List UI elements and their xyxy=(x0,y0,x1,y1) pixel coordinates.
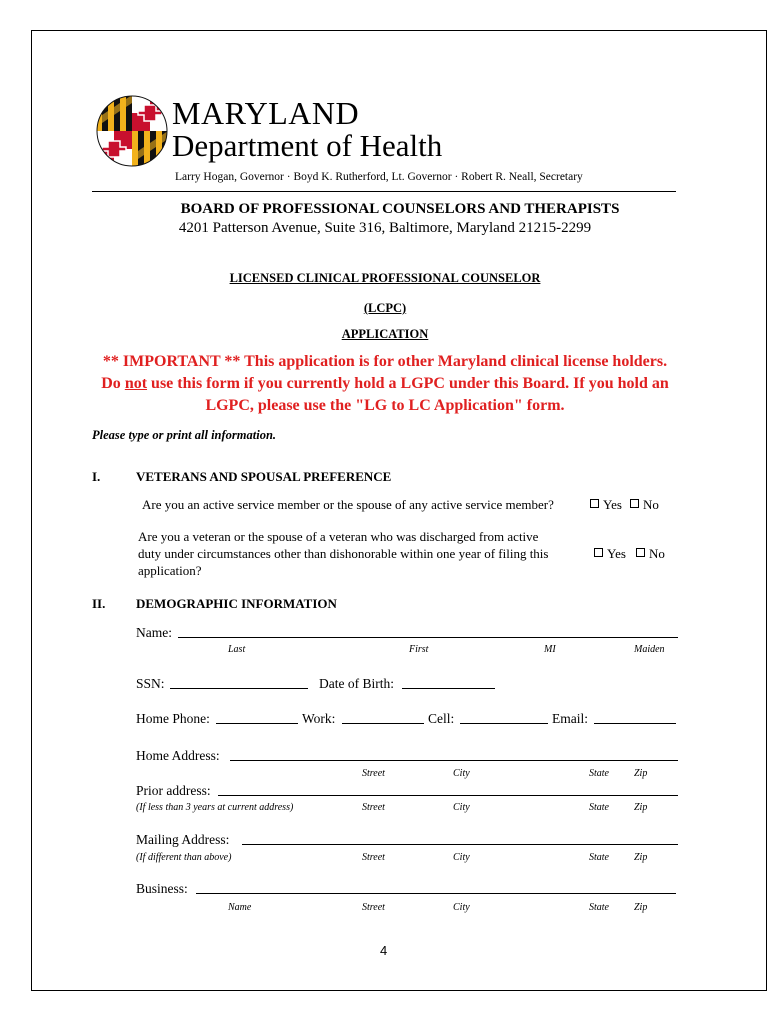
ssn-label: SSN: xyxy=(136,676,165,691)
cell-phone-field[interactable] xyxy=(460,723,548,724)
name-field[interactable] xyxy=(178,637,678,638)
question-veteran-l2: duty under circumstances other than dishonorable within one year of filing this xyxy=(138,546,549,561)
org-name-line2: Department of Health xyxy=(172,128,443,163)
zip-hint: Zip xyxy=(634,852,648,863)
section-number: I. xyxy=(92,469,101,484)
instruction-text: Please type or print all information. xyxy=(92,428,277,442)
important-notice-line1: ** IMPORTANT ** This application is for other Maryland clinical license holders. xyxy=(102,353,668,370)
work-phone-field[interactable] xyxy=(342,723,424,724)
state-hint: State xyxy=(589,852,609,863)
name-last-hint: Last xyxy=(228,644,246,655)
street-hint: Street xyxy=(362,852,385,863)
home-phone-field[interactable] xyxy=(216,723,298,724)
q2-yes-option[interactable] xyxy=(594,546,626,562)
board-address: 4201 Patterson Avenue, Suite 316, Baltimore, Maryland 21215-2299 xyxy=(178,220,592,236)
yes-label: Yes xyxy=(607,546,626,561)
no-label: No xyxy=(643,497,659,512)
maryland-flag-logo-icon xyxy=(96,95,168,167)
form-abbrev: (LCPC) xyxy=(363,301,407,315)
email-field[interactable] xyxy=(594,723,676,724)
home-address-label: Home Address: xyxy=(136,748,220,763)
header-divider xyxy=(92,191,676,192)
prior-address-label: Prior address: xyxy=(136,783,211,798)
important-text: use this form if you currently hold a LGPC under this Board. If you hold an xyxy=(147,375,669,392)
business-name-hint: Name xyxy=(228,902,252,913)
page-number: 4 xyxy=(380,943,388,958)
mailing-address-note: (If different than above) xyxy=(136,852,232,863)
board-name: BOARD OF PROFESSIONAL COUNSELORS AND THERAPISTS xyxy=(180,201,620,217)
city-hint: City xyxy=(453,902,470,913)
mailing-address-label: Mailing Address: xyxy=(136,832,230,847)
question-veteran-l1: Are you a veteran or the spouse of a veteran who was discharged from active xyxy=(138,529,539,544)
section-title: VETERANS AND SPOUSAL PREFERENCE xyxy=(136,469,392,484)
street-hint: Street xyxy=(362,902,385,913)
question-active-service: Are you an active service member or the spouse of any active service member? xyxy=(142,497,554,512)
business-label: Business: xyxy=(136,881,188,896)
q1-yes-option[interactable] xyxy=(590,497,622,513)
checkbox[interactable] xyxy=(636,548,645,557)
important-notice-line3: LGPC, please use the "LG to LC Application" form. xyxy=(205,397,565,414)
email-label: Email: xyxy=(552,711,588,726)
q2-no-option[interactable] xyxy=(636,546,665,562)
q1-no-option[interactable] xyxy=(630,497,659,513)
org-name-line1: MARYLAND xyxy=(172,95,360,131)
form-subtitle: APPLICATION xyxy=(341,327,429,341)
checkbox[interactable] xyxy=(594,548,603,557)
question-veteran-l3: application? xyxy=(138,563,202,578)
state-hint: State xyxy=(589,902,609,913)
mailing-address-field[interactable] xyxy=(242,844,678,845)
name-first-hint: First xyxy=(409,644,429,655)
dob-field[interactable] xyxy=(402,688,495,689)
zip-hint: Zip xyxy=(634,802,648,813)
zip-hint: Zip xyxy=(634,768,648,779)
street-hint: Street xyxy=(362,768,385,779)
city-hint: City xyxy=(453,802,470,813)
prior-address-field[interactable] xyxy=(218,795,678,796)
officials-line: Larry Hogan, Governor · Boyd K. Rutherford, Lt. Governor · Robert R. Neall, Secretary xyxy=(175,171,583,183)
name-mi-hint: MI xyxy=(544,644,556,655)
zip-hint: Zip xyxy=(634,902,648,913)
home-address-field[interactable] xyxy=(230,760,678,761)
section-number: II. xyxy=(92,596,106,611)
ssn-field[interactable] xyxy=(170,688,308,689)
state-hint: State xyxy=(589,802,609,813)
work-phone-label: Work: xyxy=(302,711,336,726)
checkbox[interactable] xyxy=(630,499,639,508)
important-not: not xyxy=(124,375,148,392)
form-title: LICENSED CLINICAL PROFESSIONAL COUNSELOR xyxy=(229,271,541,285)
document-page xyxy=(31,30,767,991)
important-notice-line2 xyxy=(32,375,738,393)
prior-address-note: (If less than 3 years at current address) xyxy=(136,802,294,813)
no-label: No xyxy=(649,546,665,561)
home-phone-label: Home Phone: xyxy=(136,711,210,726)
city-hint: City xyxy=(453,768,470,779)
checkbox[interactable] xyxy=(590,499,599,508)
dob-label: Date of Birth: xyxy=(319,676,394,691)
name-label: Name: xyxy=(136,625,172,640)
name-maiden-hint: Maiden xyxy=(634,644,665,655)
state-hint: State xyxy=(589,768,609,779)
cell-phone-label: Cell: xyxy=(428,711,455,726)
business-field[interactable] xyxy=(196,893,676,894)
yes-label: Yes xyxy=(603,497,622,512)
important-text: Do xyxy=(101,375,125,392)
section-title: DEMOGRAPHIC INFORMATION xyxy=(136,596,337,611)
street-hint: Street xyxy=(362,802,385,813)
city-hint: City xyxy=(453,852,470,863)
